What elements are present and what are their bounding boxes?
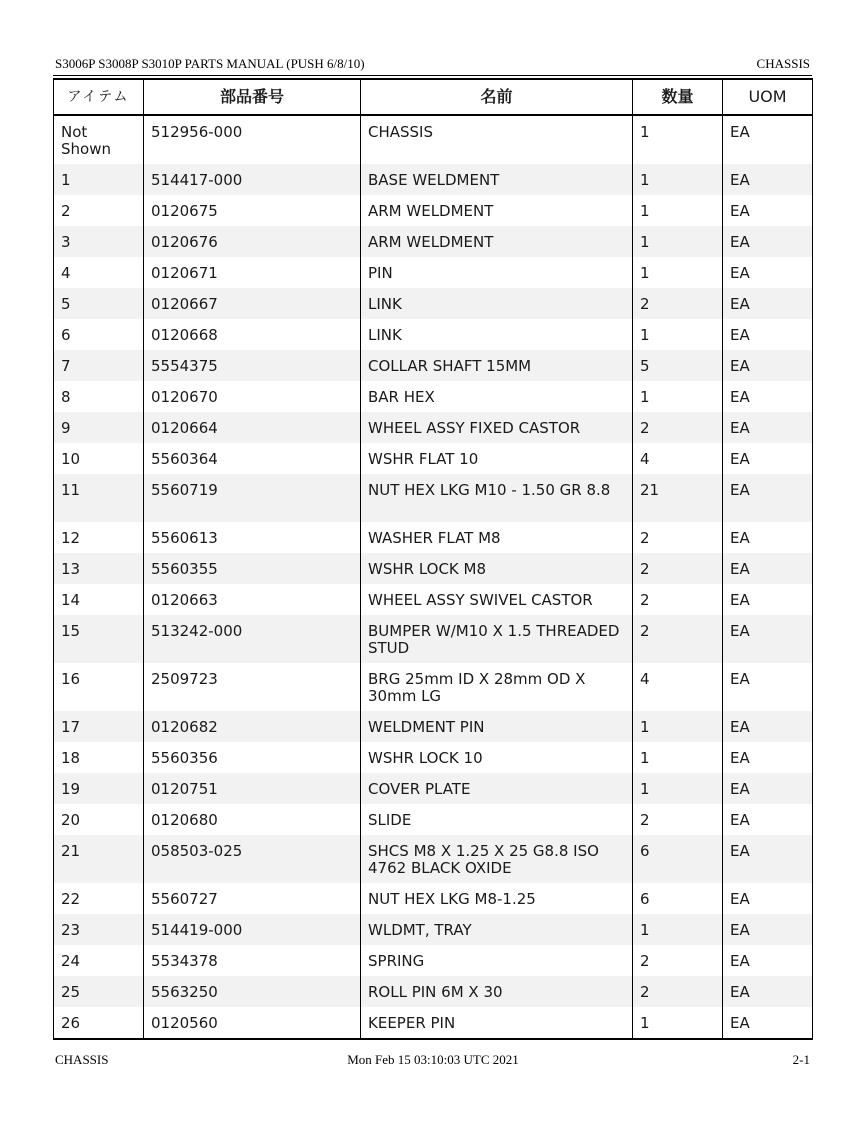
cell-quantity: 6 — [633, 883, 723, 914]
cell-item: 9 — [54, 412, 144, 443]
manual-title: S3006P S3008P S3010P PARTS MANUAL (PUSH 6/8/10) — [55, 56, 365, 71]
cell-quantity: 1 — [633, 742, 723, 773]
footer-section: CHASSIS — [55, 1052, 109, 1067]
table-row — [54, 742, 813, 773]
cell-part-number: 0120560 — [144, 1007, 361, 1039]
cell-part-number: 5560356 — [144, 742, 361, 773]
cell-item: 25 — [54, 976, 144, 1007]
cell-uom: EA — [723, 773, 813, 804]
cell-uom: EA — [723, 742, 813, 773]
table-row — [54, 914, 813, 945]
table-row — [54, 1007, 813, 1039]
cell-part-number: 5563250 — [144, 976, 361, 1007]
cell-part-number: 5534378 — [144, 945, 361, 976]
cell-quantity: 1 — [633, 164, 723, 195]
cell-item: 7 — [54, 350, 144, 381]
cell-name: LINK — [361, 288, 633, 319]
table-row — [54, 288, 813, 319]
cell-part-number: 512956-000 — [144, 115, 361, 164]
cell-uom: EA — [723, 319, 813, 350]
cell-quantity: 2 — [633, 976, 723, 1007]
table-row — [54, 584, 813, 615]
cell-name: BAR HEX — [361, 381, 633, 412]
cell-quantity: 1 — [633, 381, 723, 412]
cell-uom: EA — [723, 115, 813, 164]
cell-name: BASE WELDMENT — [361, 164, 633, 195]
cell-item: 17 — [54, 711, 144, 742]
cell-quantity: 4 — [633, 443, 723, 474]
cell-item: 18 — [54, 742, 144, 773]
cell-quantity: 2 — [633, 412, 723, 443]
column-header-item: アイテム — [54, 79, 144, 115]
cell-name: ROLL PIN 6M X 30 — [361, 976, 633, 1007]
footer-timestamp: Mon Feb 15 03:10:03 UTC 2021 — [347, 1052, 519, 1067]
cell-part-number: 514419-000 — [144, 914, 361, 945]
cell-quantity: 2 — [633, 553, 723, 584]
column-header-part-number: 部品番号 — [144, 79, 361, 115]
cell-quantity: 1 — [633, 195, 723, 226]
cell-part-number: 5560364 — [144, 443, 361, 474]
cell-item: 12 — [54, 522, 144, 553]
table-row — [54, 773, 813, 804]
cell-item: 20 — [54, 804, 144, 835]
cell-part-number: 0120668 — [144, 319, 361, 350]
table-row — [54, 226, 813, 257]
cell-item: 22 — [54, 883, 144, 914]
cell-quantity: 2 — [633, 584, 723, 615]
table-row — [54, 381, 813, 412]
parts-table — [53, 78, 813, 1040]
cell-uom: EA — [723, 443, 813, 474]
cell-quantity: 2 — [633, 804, 723, 835]
table-row — [54, 711, 813, 742]
cell-uom: EA — [723, 835, 813, 883]
table-row — [54, 164, 813, 195]
cell-uom: EA — [723, 711, 813, 742]
cell-uom: EA — [723, 945, 813, 976]
cell-part-number: 5560719 — [144, 474, 361, 522]
table-row — [54, 804, 813, 835]
cell-part-number: 514417-000 — [144, 164, 361, 195]
cell-item: 15 — [54, 615, 144, 663]
cell-item: 16 — [54, 663, 144, 711]
cell-item: 4 — [54, 257, 144, 288]
table-row — [54, 412, 813, 443]
table-row — [54, 115, 813, 164]
cell-uom: EA — [723, 288, 813, 319]
table-row — [54, 553, 813, 584]
cell-name: WASHER FLAT M8 — [361, 522, 633, 553]
cell-quantity: 6 — [633, 835, 723, 883]
cell-item: 21 — [54, 835, 144, 883]
cell-part-number: 058503-025 — [144, 835, 361, 883]
table-row — [54, 257, 813, 288]
cell-part-number: 5560355 — [144, 553, 361, 584]
cell-part-number: 0120680 — [144, 804, 361, 835]
cell-item: 13 — [54, 553, 144, 584]
table-row — [54, 319, 813, 350]
cell-part-number: 0120663 — [144, 584, 361, 615]
cell-name: COLLAR SHAFT 15MM — [361, 350, 633, 381]
cell-part-number: 2509723 — [144, 663, 361, 711]
cell-item: 5 — [54, 288, 144, 319]
cell-item: 26 — [54, 1007, 144, 1039]
cell-part-number: 5560613 — [144, 522, 361, 553]
cell-name: KEEPER PIN — [361, 1007, 633, 1039]
cell-name: BRG 25mm ID X 28mm OD X 30mm LG — [361, 663, 633, 711]
cell-uom: EA — [723, 584, 813, 615]
cell-uom: EA — [723, 976, 813, 1007]
cell-item: 2 — [54, 195, 144, 226]
cell-uom: EA — [723, 663, 813, 711]
column-header-uom: UOM — [723, 79, 813, 115]
cell-item: 8 — [54, 381, 144, 412]
cell-name: WSHR LOCK M8 — [361, 553, 633, 584]
cell-quantity: 5 — [633, 350, 723, 381]
cell-quantity: 1 — [633, 319, 723, 350]
table-row — [54, 522, 813, 553]
cell-name: ARM WELDMENT — [361, 226, 633, 257]
cell-part-number: 5554375 — [144, 350, 361, 381]
cell-item: 24 — [54, 945, 144, 976]
cell-name: COVER PLATE — [361, 773, 633, 804]
cell-name: WLDMT, TRAY — [361, 914, 633, 945]
cell-uom: EA — [723, 553, 813, 584]
cell-item: 23 — [54, 914, 144, 945]
cell-part-number: 0120676 — [144, 226, 361, 257]
page-number: 2-1 — [792, 1052, 810, 1067]
table-row — [54, 883, 813, 914]
cell-item: 11 — [54, 474, 144, 522]
cell-quantity: 1 — [633, 257, 723, 288]
cell-uom: EA — [723, 1007, 813, 1039]
cell-part-number: 513242-000 — [144, 615, 361, 663]
cell-part-number: 0120682 — [144, 711, 361, 742]
cell-uom: EA — [723, 474, 813, 522]
table-row — [54, 835, 813, 883]
cell-name: BUMPER W/M10 X 1.5 THREADED STUD — [361, 615, 633, 663]
header-rule — [53, 75, 812, 76]
table-row — [54, 976, 813, 1007]
cell-name: ARM WELDMENT — [361, 195, 633, 226]
cell-quantity: 2 — [633, 522, 723, 553]
parts-table-body — [54, 115, 813, 1039]
cell-name: WHEEL ASSY SWIVEL CASTOR — [361, 584, 633, 615]
cell-part-number: 0120664 — [144, 412, 361, 443]
section-title: CHASSIS — [756, 56, 810, 71]
cell-name: WSHR FLAT 10 — [361, 443, 633, 474]
cell-name: WELDMENT PIN — [361, 711, 633, 742]
table-row — [54, 474, 813, 522]
cell-uom: EA — [723, 164, 813, 195]
table-row — [54, 195, 813, 226]
cell-quantity: 2 — [633, 615, 723, 663]
cell-part-number: 0120675 — [144, 195, 361, 226]
cell-name: PIN — [361, 257, 633, 288]
cell-quantity: 21 — [633, 474, 723, 522]
cell-uom: EA — [723, 226, 813, 257]
cell-quantity: 2 — [633, 288, 723, 319]
cell-uom: EA — [723, 412, 813, 443]
cell-quantity: 1 — [633, 773, 723, 804]
table-row — [54, 945, 813, 976]
cell-uom: EA — [723, 615, 813, 663]
cell-quantity: 1 — [633, 914, 723, 945]
cell-uom: EA — [723, 350, 813, 381]
cell-name: NUT HEX LKG M10 - 1.50 GR 8.8 — [361, 474, 633, 522]
cell-quantity: 4 — [633, 663, 723, 711]
cell-name: SLIDE — [361, 804, 633, 835]
cell-uom: EA — [723, 804, 813, 835]
table-row — [54, 663, 813, 711]
cell-item: 1 — [54, 164, 144, 195]
cell-part-number: 0120670 — [144, 381, 361, 412]
cell-uom: EA — [723, 883, 813, 914]
cell-item: 19 — [54, 773, 144, 804]
cell-name: LINK — [361, 319, 633, 350]
cell-name: CHASSIS — [361, 115, 633, 164]
cell-uom: EA — [723, 522, 813, 553]
cell-uom: EA — [723, 914, 813, 945]
cell-name: SPRING — [361, 945, 633, 976]
cell-quantity: 2 — [633, 945, 723, 976]
cell-name: NUT HEX LKG M8-1.25 — [361, 883, 633, 914]
cell-uom: EA — [723, 195, 813, 226]
table-header-row — [54, 79, 813, 115]
table-row — [54, 350, 813, 381]
cell-uom: EA — [723, 381, 813, 412]
cell-part-number: 0120751 — [144, 773, 361, 804]
cell-item: Not Shown — [54, 115, 144, 164]
column-header-quantity: 数量 — [633, 79, 723, 115]
cell-quantity: 1 — [633, 115, 723, 164]
cell-item: 14 — [54, 584, 144, 615]
cell-uom: EA — [723, 257, 813, 288]
cell-item: 3 — [54, 226, 144, 257]
cell-part-number: 0120667 — [144, 288, 361, 319]
cell-quantity: 1 — [633, 711, 723, 742]
cell-name: SHCS M8 X 1.25 X 25 G8.8 ISO 4762 BLACK OXIDE — [361, 835, 633, 883]
cell-part-number: 0120671 — [144, 257, 361, 288]
cell-item: 10 — [54, 443, 144, 474]
column-header-name: 名前 — [361, 79, 633, 115]
table-row — [54, 615, 813, 663]
cell-name: WSHR LOCK 10 — [361, 742, 633, 773]
cell-item: 6 — [54, 319, 144, 350]
cell-quantity: 1 — [633, 1007, 723, 1039]
table-row — [54, 443, 813, 474]
cell-part-number: 5560727 — [144, 883, 361, 914]
cell-quantity: 1 — [633, 226, 723, 257]
cell-name: WHEEL ASSY FIXED CASTOR — [361, 412, 633, 443]
